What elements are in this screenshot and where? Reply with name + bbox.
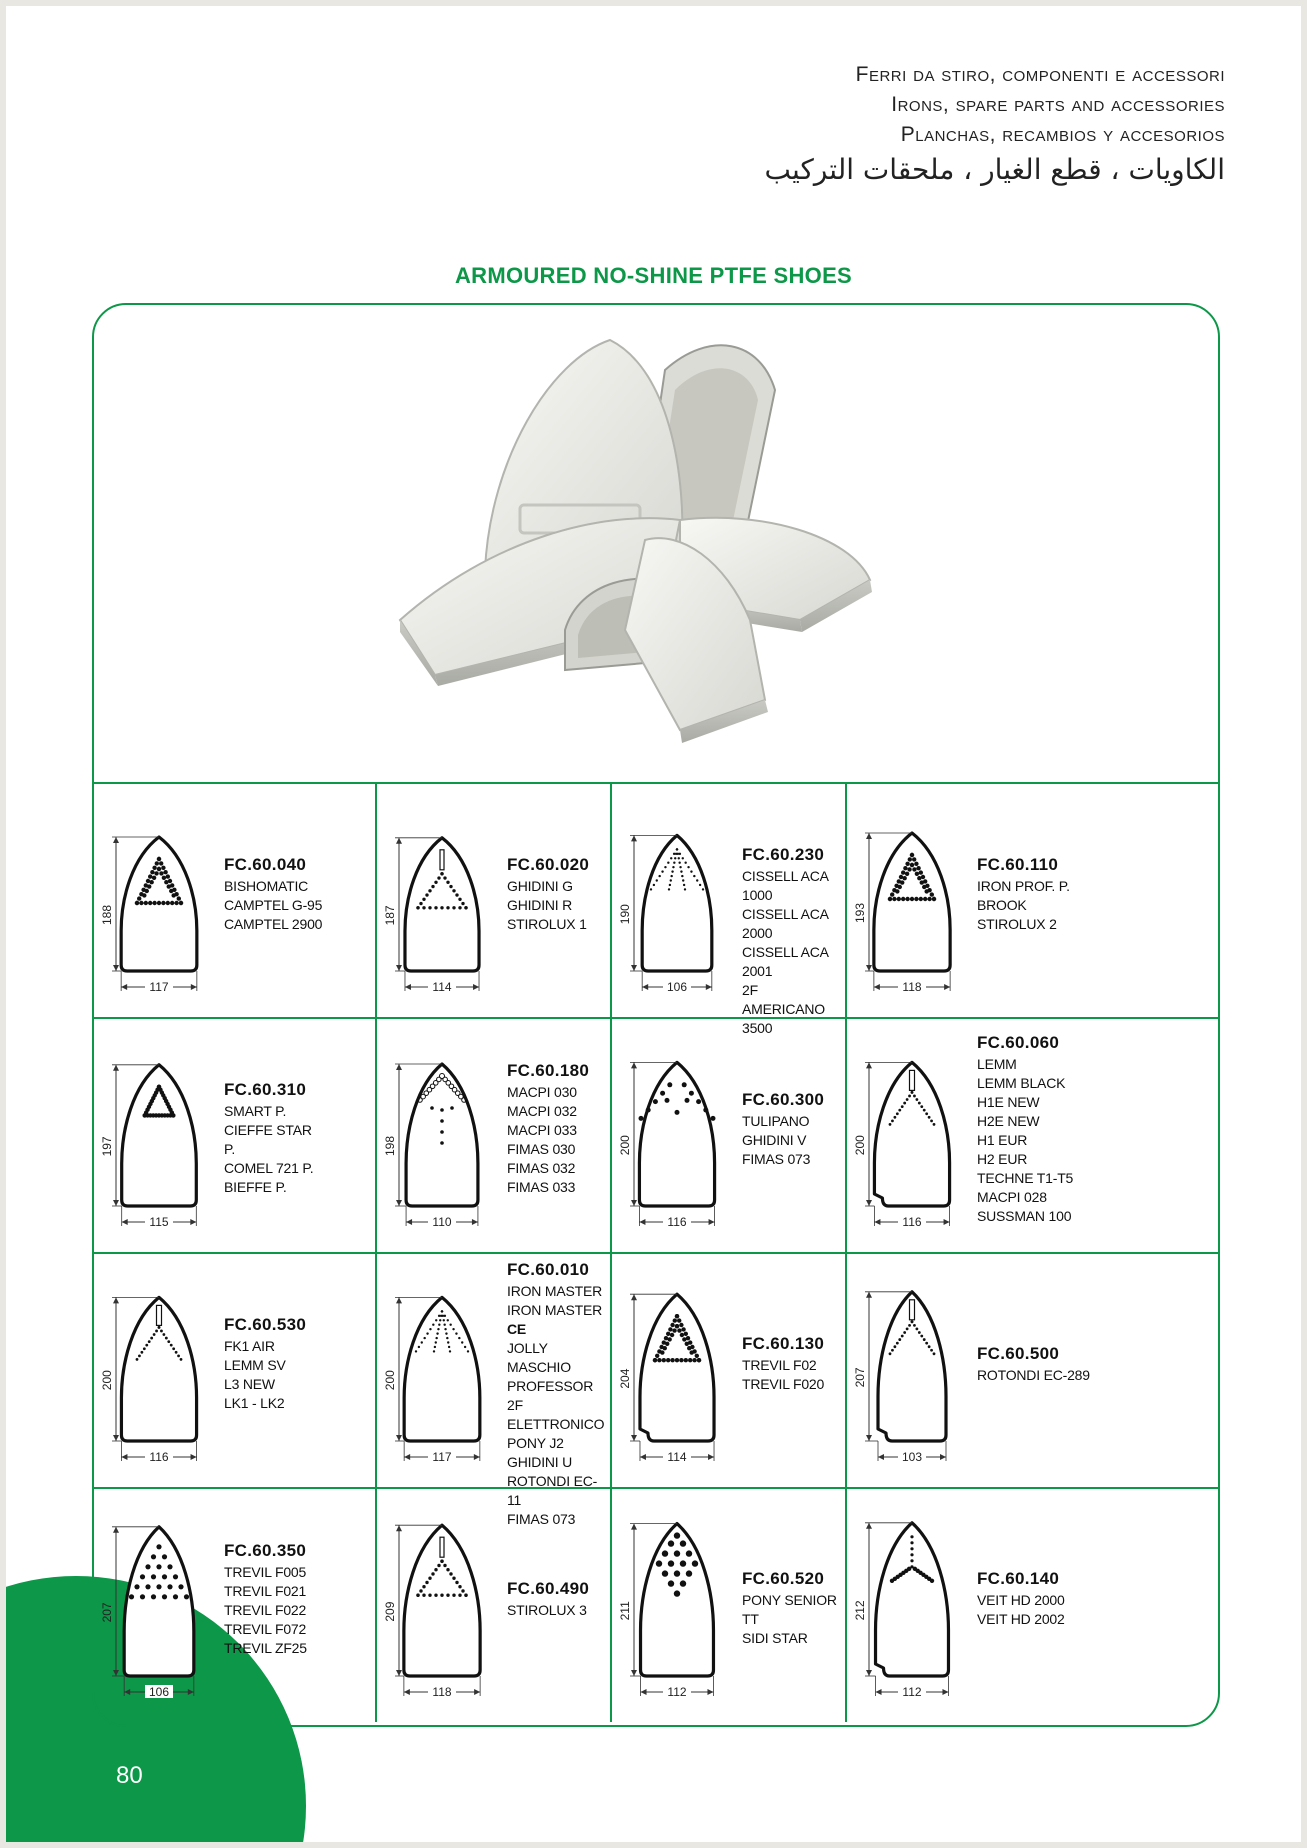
product-code: FC.60.310 xyxy=(224,1080,307,1099)
model-name: ROTONDI EC-11 xyxy=(507,1473,598,1508)
soleplate-drawing xyxy=(614,1021,744,1251)
soleplate-drawing xyxy=(379,1021,509,1251)
compatible-models xyxy=(977,877,1070,934)
product-cell xyxy=(96,786,324,1019)
soleplate-drawing xyxy=(849,1491,979,1721)
model-name: TULIPANO xyxy=(742,1112,810,1129)
model-name: BISHOMATIC xyxy=(224,877,309,894)
height-dimension-label: 204 xyxy=(618,1368,632,1389)
model-name: FK1 AIR xyxy=(224,1338,275,1354)
model-name: TREVIL F005 xyxy=(224,1563,307,1580)
width-dimension-label: 112 xyxy=(667,1685,687,1699)
header-title-english: Irons, spare parts and accessories xyxy=(891,93,1225,116)
product-code: FC.60.180 xyxy=(507,1061,590,1080)
model-name: BIEFFE P. xyxy=(224,1179,287,1195)
soleplate-drawing xyxy=(96,1021,226,1251)
height-dimension-label: 207 xyxy=(100,1602,114,1623)
soleplate-drawing xyxy=(379,786,509,1016)
model-name: FIMAS 030 xyxy=(507,1141,576,1157)
model-name: L3 NEW xyxy=(224,1376,275,1392)
product-code: FC.60.020 xyxy=(507,854,590,874)
width-dimension-label: 106 xyxy=(148,1685,170,1699)
height-dimension-label: 188 xyxy=(100,904,114,926)
model-name: 2F ELETTRONICO xyxy=(507,1397,605,1432)
model-name: FIMAS 032 xyxy=(507,1160,576,1176)
model-name: H2 EUR xyxy=(977,1150,1028,1167)
soleplate-drawing xyxy=(96,1256,226,1486)
compatible-models xyxy=(224,1563,307,1658)
model-name: LEMM BLACK xyxy=(977,1074,1066,1091)
product-code: FC.60.300 xyxy=(742,1089,825,1109)
model-name: MACPI 033 xyxy=(507,1122,577,1138)
product-cell xyxy=(379,1256,607,1527)
model-name: CAMPTEL 2900 xyxy=(224,915,323,932)
width-dimension-label: 117 xyxy=(432,1450,452,1464)
soleplate-drawing xyxy=(379,1491,509,1721)
product-info xyxy=(507,1260,607,1529)
model-name: IRON MASTER xyxy=(507,1283,603,1299)
product-info xyxy=(742,845,842,1038)
model-name: ROTONDI EC-289 xyxy=(977,1366,1090,1383)
soleplate-drawing xyxy=(849,786,979,1016)
width-dimension-label: 117 xyxy=(149,980,169,994)
soleplate-drawing xyxy=(96,1491,226,1721)
height-dimension-label: 187 xyxy=(383,905,397,926)
height-dimension-label: 207 xyxy=(853,1367,867,1388)
product-info xyxy=(224,1080,324,1197)
height-dimension-label: 211 xyxy=(618,1601,632,1621)
height-dimension-label: 193 xyxy=(853,902,867,924)
product-code: FC.60.520 xyxy=(742,1569,825,1588)
model-name: SMART P. xyxy=(224,1103,287,1119)
model-name: VEIT HD 2002 xyxy=(977,1611,1065,1627)
compatible-models xyxy=(507,1083,589,1197)
soleplate-drawing xyxy=(849,1021,979,1251)
model-name: GHIDINI G xyxy=(507,877,573,894)
compatible-models xyxy=(224,877,322,934)
section-title: ARMOURED NO-SHINE PTFE SHOES xyxy=(454,263,853,288)
height-dimension-label: 200 xyxy=(100,1370,114,1391)
model-name: MACPI 030 xyxy=(507,1084,577,1100)
compatible-models xyxy=(977,1591,1065,1629)
model-name: IRON PROF. P. xyxy=(977,877,1070,894)
model-name: TREVIL F022 xyxy=(224,1601,307,1618)
product-cell xyxy=(849,786,1219,1019)
model-name: GHIDINI U xyxy=(507,1454,573,1470)
model-name: TREVIL F02 xyxy=(742,1357,817,1373)
model-name: LK1 - LK2 xyxy=(224,1395,285,1411)
height-dimension-label: 197 xyxy=(100,1136,114,1157)
product-cell xyxy=(614,786,842,1036)
product-cell xyxy=(96,1021,324,1254)
product-cell xyxy=(379,1491,607,1724)
height-dimension-label: 200 xyxy=(853,1135,867,1156)
width-dimension-label: 114 xyxy=(667,1450,687,1464)
compatible-models xyxy=(977,1055,1073,1226)
product-info xyxy=(977,1344,1090,1385)
product-info xyxy=(224,855,322,934)
model-name: JOLLY xyxy=(507,1340,548,1356)
model-name: PONY SENIOR TT xyxy=(742,1592,837,1627)
header-title-italian: Ferri da stiro, componenti e accessori xyxy=(855,63,1225,86)
compatible-models xyxy=(977,1366,1090,1385)
model-name: FIMAS 033 xyxy=(507,1179,576,1195)
hero-product-photo xyxy=(380,330,920,780)
soleplate-drawing xyxy=(96,786,226,1016)
product-cell xyxy=(849,1256,1219,1489)
model-name: STIROLUX 1 xyxy=(507,915,587,932)
model-name: BROOK xyxy=(977,896,1027,913)
header-title-arabic: الكاويات ، قطع الغيار ، ملحقات التركيب xyxy=(764,153,1225,186)
width-dimension-label: 118 xyxy=(902,980,922,994)
product-info xyxy=(977,1569,1065,1629)
model-name: GHIDINI R xyxy=(507,896,573,913)
height-dimension-label: 190 xyxy=(618,904,632,925)
compatible-models xyxy=(224,1337,306,1413)
model-name: TREVIL ZF25 xyxy=(224,1639,307,1656)
product-cell xyxy=(96,1491,324,1724)
product-cell xyxy=(849,1491,1219,1724)
product-info xyxy=(977,855,1070,934)
header-title-spanish: Planchas, recambios y accesorios xyxy=(900,123,1225,146)
model-name: COMEL 721 P. xyxy=(224,1160,314,1176)
model-name: H1 EUR xyxy=(977,1131,1028,1148)
height-dimension-label: 200 xyxy=(618,1135,632,1156)
model-name: PONY J2 xyxy=(507,1435,564,1451)
product-info xyxy=(742,1569,842,1648)
page-number: 80 xyxy=(116,1762,143,1789)
product-cell xyxy=(614,1256,842,1489)
model-name: SIDI STAR xyxy=(742,1630,808,1646)
model-name: CISSELL ACA 1000 xyxy=(742,868,828,903)
product-code: FC.60.530 xyxy=(224,1315,307,1334)
compatible-models xyxy=(507,1601,589,1620)
soleplate-drawing xyxy=(614,1256,744,1486)
model-name: MACPI 028 xyxy=(977,1188,1047,1205)
soleplate-drawing xyxy=(379,1256,509,1486)
product-code: FC.60.060 xyxy=(977,1032,1060,1052)
soleplate-drawing xyxy=(849,1256,979,1486)
height-dimension-label: 200 xyxy=(383,1370,397,1391)
soleplate-drawing xyxy=(614,1491,744,1721)
product-info xyxy=(507,1579,589,1620)
product-code: FC.60.110 xyxy=(977,854,1059,874)
model-name: TREVIL F020 xyxy=(742,1376,825,1392)
model-name: H2E NEW xyxy=(977,1112,1040,1129)
product-cell xyxy=(379,1021,607,1254)
product-cell xyxy=(96,1256,324,1489)
product-cell xyxy=(614,1491,842,1724)
model-name: FIMAS 073 xyxy=(507,1511,576,1527)
width-dimension-label: 106 xyxy=(666,980,688,994)
compatible-models xyxy=(742,1112,824,1169)
product-cell xyxy=(379,786,607,1019)
product-info xyxy=(224,1315,306,1413)
product-code: FC.60.490 xyxy=(507,1578,590,1598)
width-dimension-label: 116 xyxy=(902,1215,922,1229)
product-code: FC.60.040 xyxy=(224,854,307,874)
model-name: TECHNE T1-T5 xyxy=(977,1169,1074,1186)
width-dimension-label: 103 xyxy=(901,1450,923,1464)
product-info xyxy=(742,1334,824,1394)
compatible-models xyxy=(742,1591,842,1648)
model-name: LEMM SV xyxy=(224,1357,286,1373)
model-name: STIROLUX 3 xyxy=(507,1601,587,1618)
model-name: IRON MASTER CE xyxy=(507,1302,603,1337)
product-grid xyxy=(92,782,1220,1722)
product-info xyxy=(224,1541,307,1658)
page-header xyxy=(765,60,1225,190)
grid-divider-horizontal xyxy=(92,782,1220,784)
model-name: LEMM xyxy=(977,1055,1017,1072)
product-code: FC.60.130 xyxy=(742,1334,825,1353)
height-dimension-label: 198 xyxy=(383,1135,397,1157)
product-code: FC.60.500 xyxy=(977,1343,1060,1363)
width-dimension-label: 116 xyxy=(149,1450,169,1464)
model-name: VEIT HD 2000 xyxy=(977,1592,1065,1608)
product-cell xyxy=(614,1021,842,1254)
height-dimension-label: 212 xyxy=(853,1600,867,1621)
height-dimension-label: 209 xyxy=(383,1601,397,1622)
product-info xyxy=(977,1033,1073,1226)
width-dimension-label: 115 xyxy=(149,1215,169,1229)
product-cell xyxy=(849,1021,1219,1254)
compatible-models xyxy=(742,867,842,1038)
width-dimension-label: 112 xyxy=(902,1685,922,1699)
width-dimension-label: 116 xyxy=(667,1215,687,1229)
product-code: FC.60.350 xyxy=(224,1540,307,1560)
model-name: FIMAS 073 xyxy=(742,1150,811,1167)
width-dimension-label: 114 xyxy=(432,980,452,994)
width-dimension-label: 110 xyxy=(432,1215,452,1229)
product-code: FC.60.230 xyxy=(742,845,825,864)
product-info xyxy=(507,855,589,934)
model-name: CISSELL ACA 2000 xyxy=(742,906,828,941)
product-info xyxy=(507,1061,589,1197)
model-name: TREVIL F072 xyxy=(224,1620,307,1637)
model-name: MASCHIO xyxy=(507,1359,571,1375)
ce-mark: CE xyxy=(507,1321,527,1337)
model-name: MACPI 032 xyxy=(507,1103,577,1119)
soleplate-drawing xyxy=(614,786,744,1016)
compatible-models xyxy=(224,1102,324,1197)
model-name: CISSELL ACA 2001 xyxy=(742,944,828,979)
width-dimension-label: 118 xyxy=(432,1685,452,1699)
model-name: GHIDINI V xyxy=(742,1131,807,1148)
model-name: 2F AMERICANO 3500 xyxy=(742,982,825,1036)
model-name: STIROLUX 2 xyxy=(977,915,1057,932)
model-name: TREVIL F021 xyxy=(224,1582,307,1599)
model-name: SUSSMAN 100 xyxy=(977,1207,1072,1224)
compatible-models xyxy=(507,877,589,934)
model-name: CAMPTEL G-95 xyxy=(224,896,323,913)
model-name: PROFESSOR xyxy=(507,1378,594,1394)
product-code: FC.60.010 xyxy=(507,1260,590,1279)
model-name: H1E NEW xyxy=(977,1093,1040,1110)
compatible-models xyxy=(742,1356,824,1394)
product-info xyxy=(742,1090,824,1169)
model-name: CIEFFE STAR P. xyxy=(224,1122,312,1157)
product-code: FC.60.140 xyxy=(977,1569,1060,1588)
